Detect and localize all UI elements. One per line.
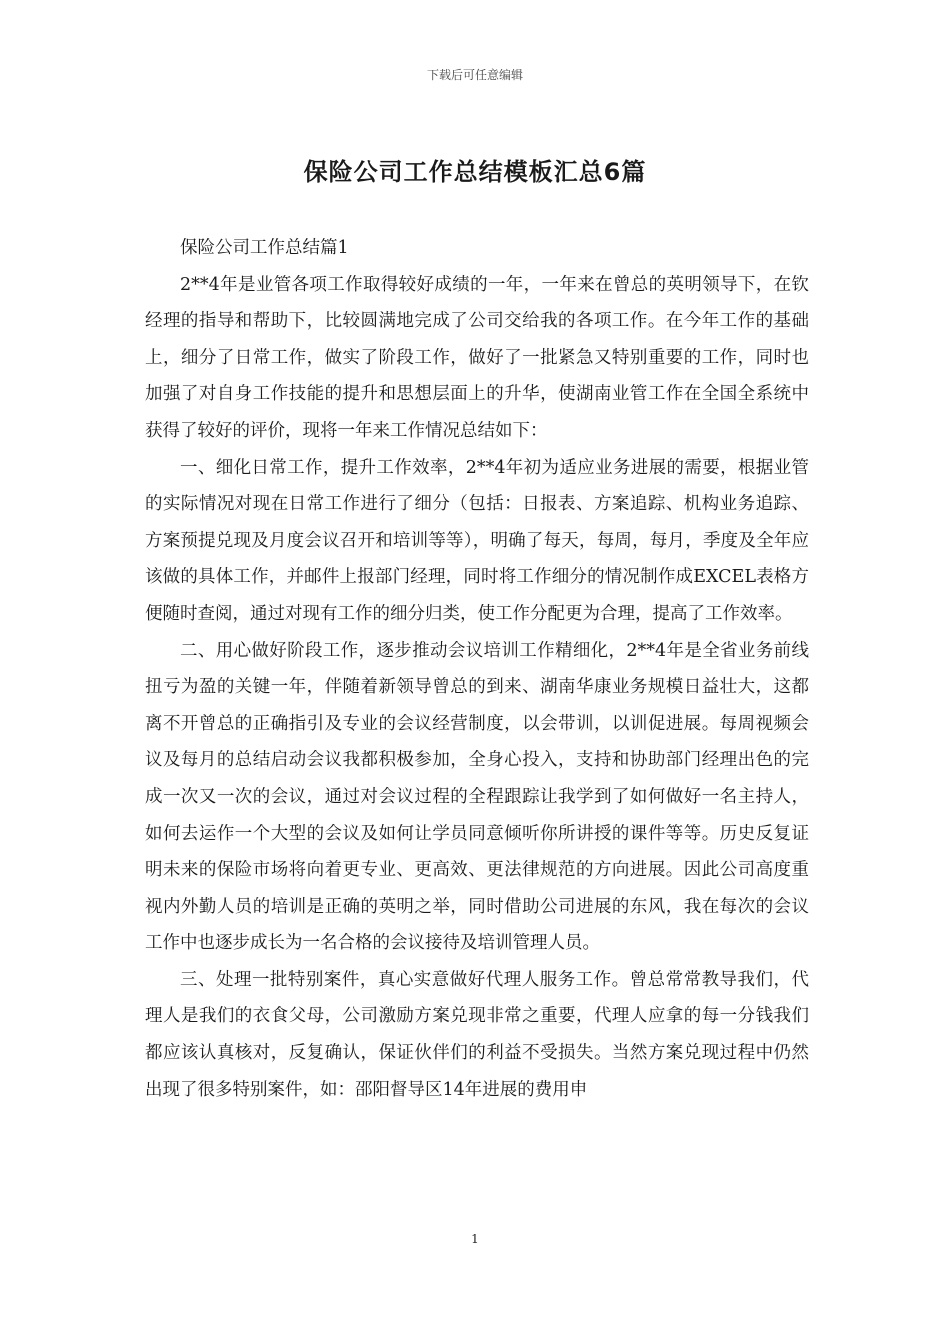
section-heading: 保险公司工作总结篇1 — [180, 238, 349, 258]
document-title: 保险公司工作总结模板汇总6篇 — [303, 158, 647, 186]
paragraph-intro: 2**4年是业管各项工作取得较好成绩的一年，一年来在曾总的英明领导下，在钦经理的指导和帮助下，比较圆满地完成了公司交给我的各项工作。在今年工作的基础上，细分了日常工作，做实了阶段工作，做好了一批紧急又特别重要的工作，同时也加强了对自身工作技能的提升和思想层面上的升华，使湖南业管工作在全国全系统中获得了较好的评价，现将一年来工作情况总结如下： — [145, 274, 809, 441]
page-number: 1 — [471, 1232, 479, 1246]
document-body — [145, 230, 809, 1108]
paragraph-point-3: 三、处理一批特别案件，真心实意做好代理人服务工作。曾总常常教导我们，代理人是我们的衣食父母，公司激励方案兑现非常之重要，代理人应拿的每一分钱我们都应该认真核对，反复确认，保证伙伴们的利益不受损失。当然方案兑现过程中仍然出现了很多特别案件，如：邵阳督导区14年进展的费用申 — [145, 969, 809, 1100]
paragraph-point-1: 一、细化日常工作，提升工作效率，2**4年初为适应业务进展的需要，根据业管的实际情况对现在日常工作进行了细分（包括：日报表、方案追踪、机构业务追踪、方案预提兑现及月度会议召开和培训等等），明确了每天，每周，每月，季度及全年应该做的具体工作，并邮件上报部门经理，同时将工作细分的情况制作成EXCEL表格方便随时查阅，通过对现有工作的细分归类，使工作分配更为合理，提高了工作效率。 — [145, 457, 809, 624]
paragraph-point-2: 二、用心做好阶段工作，逐步推动会议培训工作精细化，2**4年是全省业务前线扭亏为盈的关键一年，伴随着新领导曾总的到来、湖南华康业务规模日益壮大，这都离不开曾总的正确指引及专业的会议经营制度，以会带训，以训促进展。每周视频会议及每月的总结启动会议我都积极参加，全身心投入，支持和协助部门经理出色的完成一次又一次的会议，通过对会议过程的全程跟踪让我学到了如何做好一名主持人，如何去运作一个大型的会议及如何让学员同意倾听你所讲授的课件等等。历史反复证明未来的保险市场将向着更专业、更高效、更法律规范的方向进展。因此公司高度重视内外勤人员的培训是正确的英明之举，同时借助公司进展的东风，我在每次的会议工作中也逐步成长为一名合格的会议接待及培训管理人员。 — [145, 640, 809, 954]
page-header: 下载后可任意编辑 — [426, 68, 523, 82]
